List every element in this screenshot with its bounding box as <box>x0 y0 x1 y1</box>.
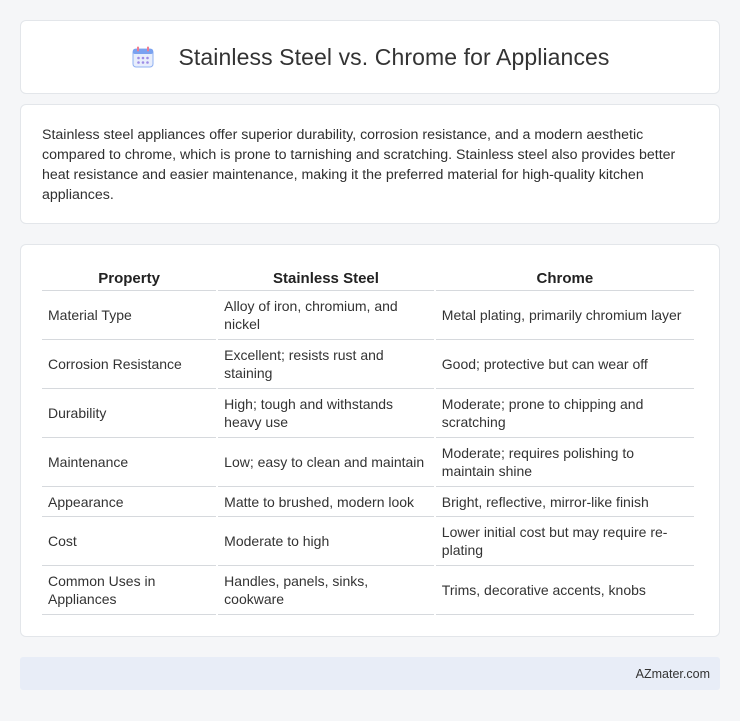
table-row <box>42 487 694 517</box>
cell-property: Durability <box>42 389 216 438</box>
cell-property: Cost <box>42 517 216 566</box>
title-wrap <box>130 44 609 71</box>
summary-text: Stainless steel appliances offer superior durability, corrosion resistance, and a modern aesthetic compared to chrome, which is prone to tarnishing and scratching. Stainless steel also provides better heat resistance and easier maintenance, making it the preferred material for high-quality kitchen appliances. <box>42 127 676 203</box>
header-chrome: Chrome <box>436 263 694 291</box>
summary-card <box>20 104 720 224</box>
cell-property: Material Type <box>42 291 216 340</box>
title-card <box>20 20 720 94</box>
cell-chrome: Good; protective but can wear off <box>436 340 694 389</box>
header-stainless-steel: Stainless Steel <box>218 263 434 291</box>
footer-bar <box>20 657 720 690</box>
table-header-row <box>42 263 694 291</box>
table-row <box>42 340 694 389</box>
cell-chrome: Lower initial cost but may require re-plating <box>436 517 694 566</box>
cell-stainless-steel: Excellent; resists rust and staining <box>218 340 434 389</box>
cell-stainless-steel: High; tough and withstands heavy use <box>218 389 434 438</box>
cell-property: Appearance <box>42 487 216 517</box>
cell-chrome: Bright, reflective, mirror-like finish <box>436 487 694 517</box>
cell-stainless-steel: Moderate to high <box>218 517 434 566</box>
cell-chrome: Moderate; requires polishing to maintain shine <box>436 438 694 487</box>
cell-stainless-steel: Alloy of iron, chromium, and nickel <box>218 291 434 340</box>
cell-property: Corrosion Resistance <box>42 340 216 389</box>
table-row <box>42 566 694 615</box>
table-row <box>42 517 694 566</box>
cell-stainless-steel: Low; easy to clean and maintain <box>218 438 434 487</box>
cell-stainless-steel: Matte to brushed, modern look <box>218 487 434 517</box>
cell-chrome: Trims, decorative accents, knobs <box>436 566 694 615</box>
cell-stainless-steel: Handles, panels, sinks, cookware <box>218 566 434 615</box>
footer-brand: AZmater.com <box>635 666 710 681</box>
cell-chrome: Metal plating, primarily chromium layer <box>436 291 694 340</box>
table-row <box>42 389 694 438</box>
page-title: Stainless Steel vs. Chrome for Appliances <box>178 43 610 70</box>
header-property: Property <box>42 263 216 291</box>
comparison-card <box>20 244 720 637</box>
cell-chrome: Moderate; prone to chipping and scratching <box>436 389 694 438</box>
cell-property: Common Uses in Appliances <box>42 566 216 615</box>
table-row <box>42 438 694 487</box>
calendar-icon <box>130 44 156 70</box>
cell-property: Maintenance <box>42 438 216 487</box>
table-row <box>42 291 694 340</box>
comparison-table <box>40 263 696 615</box>
